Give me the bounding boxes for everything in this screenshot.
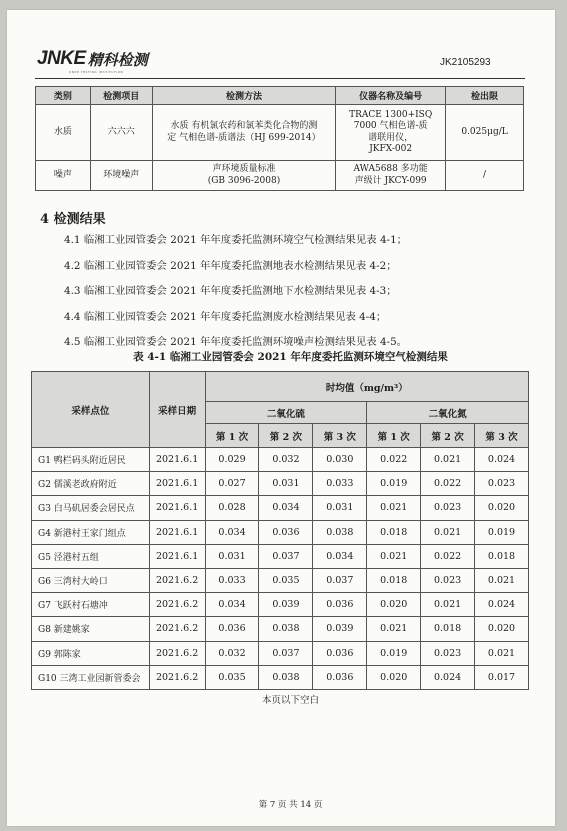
value-cell: 0.036 <box>259 520 313 544</box>
date-cell: 2021.6.2 <box>149 593 205 617</box>
method-line: 声环境质量标准 <box>212 164 276 174</box>
method-line: 定 气相色谱-质谱法（HJ 699-2014） <box>167 132 321 143</box>
value-cell: 0.020 <box>475 496 529 520</box>
value-cell: 0.034 <box>313 544 367 568</box>
location-cell: G8 新建姚家 <box>32 617 150 641</box>
location-cell: G1 鸭栏码头附近居民 <box>32 448 150 472</box>
list-item: 4.2 临湘工业园管委会 2021 年年度委托监测地表水检测结果见表 4-2； <box>64 259 397 272</box>
col-item: 检测项目 <box>90 87 152 105</box>
value-cell: 0.036 <box>313 665 367 689</box>
value-cell: 0.030 <box>313 448 367 472</box>
category-cell: 噪声 <box>36 161 91 191</box>
col-location: 采样点位 <box>32 372 150 448</box>
value-cell: 0.024 <box>421 665 475 689</box>
col-time-4: 第 1 次 <box>367 424 421 448</box>
logo-subtitle: JINKE TESTING INSTITUTION <box>69 70 124 74</box>
method-line: 水质 有机氯农药和氯苯类化合物的测 <box>170 121 318 131</box>
value-cell: 0.032 <box>205 641 259 665</box>
value-cell: 0.020 <box>367 593 421 617</box>
value-cell: 0.019 <box>367 641 421 665</box>
value-cell: 0.031 <box>259 472 313 496</box>
date-cell: 2021.6.2 <box>149 665 205 689</box>
value-cell: 0.021 <box>367 544 421 568</box>
air-header-row-1 <box>32 372 529 402</box>
value-cell: 0.017 <box>475 665 529 689</box>
value-cell: 0.021 <box>475 568 529 592</box>
value-cell: 0.018 <box>367 520 421 544</box>
instrument-line: AWA5688 多功能 <box>353 164 428 174</box>
header-divider <box>35 78 525 79</box>
category-cell: 水质 <box>36 105 91 161</box>
table-row <box>36 105 524 161</box>
table-row <box>32 520 529 544</box>
air-quality-table <box>31 371 529 690</box>
value-cell: 0.021 <box>421 448 475 472</box>
value-cell: 0.038 <box>259 665 313 689</box>
method-table <box>35 86 524 191</box>
value-cell: 0.038 <box>313 520 367 544</box>
col-hourly-mean: 时均值（mg/m³） <box>205 372 528 402</box>
value-cell: 0.037 <box>259 544 313 568</box>
col-time-3: 第 3 次 <box>313 424 367 448</box>
instrument-line: JKFX-002 <box>369 144 413 154</box>
instrument-line: 谱联用仪， <box>368 132 414 143</box>
value-cell: 0.023 <box>421 496 475 520</box>
value-cell: 0.021 <box>421 593 475 617</box>
instrument-line: 声级计 JKCY-099 <box>354 175 427 186</box>
value-cell: 0.023 <box>421 641 475 665</box>
value-cell: 0.023 <box>475 472 529 496</box>
value-cell: 0.019 <box>367 472 421 496</box>
location-cell: G3 白马矶居委会居民点 <box>32 496 150 520</box>
location-cell: G6 三湾村大岭口 <box>32 568 150 592</box>
report-page <box>7 10 555 826</box>
table-row <box>36 161 524 191</box>
date-cell: 2021.6.1 <box>149 448 205 472</box>
table-row <box>32 472 529 496</box>
item-cell: 环境噪声 <box>90 161 152 191</box>
value-cell: 0.034 <box>205 520 259 544</box>
value-cell: 0.021 <box>367 496 421 520</box>
value-cell: 0.018 <box>421 617 475 641</box>
col-no2: 二氧化氮 <box>367 402 529 424</box>
table-row <box>32 568 529 592</box>
table-caption: 表 4-1 临湘工业园管委会 2021 年年度委托监测环境空气检测结果 <box>133 351 448 363</box>
method-cell <box>152 105 336 161</box>
date-cell: 2021.6.2 <box>149 617 205 641</box>
col-time-5: 第 2 次 <box>421 424 475 448</box>
method-table-header <box>36 87 524 105</box>
col-time-2: 第 2 次 <box>259 424 313 448</box>
col-time-6: 第 3 次 <box>475 424 529 448</box>
value-cell: 0.029 <box>205 448 259 472</box>
value-cell: 0.035 <box>205 665 259 689</box>
col-method: 检测方法 <box>152 87 336 105</box>
value-cell: 0.037 <box>259 641 313 665</box>
value-cell: 0.019 <box>475 520 529 544</box>
value-cell: 0.034 <box>205 593 259 617</box>
value-cell: 0.027 <box>205 472 259 496</box>
table-row <box>32 544 529 568</box>
location-cell: G7 飞跃村石塘冲 <box>32 593 150 617</box>
col-time-1: 第 1 次 <box>205 424 259 448</box>
value-cell: 0.031 <box>313 496 367 520</box>
table-row <box>32 617 529 641</box>
limit-cell: 0.025μg/L <box>446 105 524 161</box>
value-cell: 0.036 <box>313 641 367 665</box>
value-cell: 0.039 <box>313 617 367 641</box>
section-title: 4 检测结果 <box>40 212 106 227</box>
value-cell: 0.018 <box>367 568 421 592</box>
value-cell: 0.020 <box>475 617 529 641</box>
col-limit: 检出限 <box>446 87 524 105</box>
air-table-body <box>32 448 529 690</box>
page-number: 第 7 页 共 14 页 <box>258 800 323 810</box>
value-cell: 0.036 <box>313 593 367 617</box>
location-cell: G9 郭陈家 <box>32 641 150 665</box>
date-cell: 2021.6.2 <box>149 641 205 665</box>
value-cell: 0.022 <box>367 448 421 472</box>
list-item: 4.4 临湘工业园管委会 2021 年年度委托监测废水检测结果见表 4-4； <box>64 310 387 323</box>
limit-cell: / <box>446 161 524 191</box>
col-date: 采样日期 <box>149 372 205 448</box>
results-list <box>64 228 407 356</box>
table-row <box>32 665 529 689</box>
value-cell: 0.022 <box>421 472 475 496</box>
value-cell: 0.021 <box>475 641 529 665</box>
value-cell: 0.024 <box>475 448 529 472</box>
value-cell: 0.034 <box>259 496 313 520</box>
value-cell: 0.018 <box>475 544 529 568</box>
location-cell: G4 新港村王家门组点 <box>32 520 150 544</box>
table-row <box>32 641 529 665</box>
location-cell: G5 泾港村五组 <box>32 544 150 568</box>
value-cell: 0.035 <box>259 568 313 592</box>
company-logo <box>37 50 148 70</box>
instrument-line: TRACE 1300+ISQ <box>349 109 433 120</box>
method-line: (GB 3096-2008) <box>207 175 281 186</box>
table-row <box>32 448 529 472</box>
date-cell: 2021.6.1 <box>149 520 205 544</box>
value-cell: 0.031 <box>205 544 259 568</box>
list-item: 4.1 临湘工业园管委会 2021 年年度委托监测环境空气检测结果见表 4-1； <box>64 234 408 246</box>
table-row <box>32 593 529 617</box>
value-cell: 0.024 <box>475 593 529 617</box>
col-category: 类别 <box>36 87 91 105</box>
report-number: JK2105293 <box>440 57 491 68</box>
logo-chinese: 精科检测 <box>87 51 148 69</box>
value-cell: 0.022 <box>421 544 475 568</box>
value-cell: 0.039 <box>259 593 313 617</box>
value-cell: 0.028 <box>205 496 259 520</box>
date-cell: 2021.6.1 <box>149 544 205 568</box>
instrument-line: 7000 气相色谱-质 <box>353 121 428 131</box>
value-cell: 0.036 <box>205 617 259 641</box>
date-cell: 2021.6.2 <box>149 568 205 592</box>
location-cell: G2 儒溪老政府附近 <box>32 472 150 496</box>
instrument-cell <box>336 105 446 161</box>
date-cell: 2021.6.1 <box>149 496 205 520</box>
value-cell: 0.037 <box>313 568 367 592</box>
table-row <box>32 496 529 520</box>
date-cell: 2021.6.1 <box>149 472 205 496</box>
method-cell <box>152 161 336 191</box>
list-item: 4.5 临湘工业园管委会 2021 年年度委托监测环境噪声检测结果见表 4-5。 <box>64 336 408 348</box>
value-cell: 0.023 <box>421 568 475 592</box>
col-so2: 二氧化硫 <box>205 402 367 424</box>
value-cell: 0.032 <box>259 448 313 472</box>
value-cell: 0.020 <box>367 665 421 689</box>
value-cell: 0.038 <box>259 617 313 641</box>
value-cell: 0.021 <box>367 617 421 641</box>
value-cell: 0.033 <box>313 472 367 496</box>
value-cell: 0.033 <box>205 568 259 592</box>
instrument-cell <box>336 161 446 191</box>
item-cell: 六六六 <box>90 105 152 161</box>
location-cell: G10 三湾工业园新管委会 <box>32 665 150 689</box>
list-item: 4.3 临湘工业园管委会 2021 年年度委托监测地下水检测结果见表 4-3； <box>64 285 397 297</box>
col-instrument: 仪器名称及编号 <box>336 87 446 105</box>
blank-note: 本页以下空白 <box>261 695 319 706</box>
logo-latin: JNKE <box>37 48 86 69</box>
value-cell: 0.021 <box>421 520 475 544</box>
